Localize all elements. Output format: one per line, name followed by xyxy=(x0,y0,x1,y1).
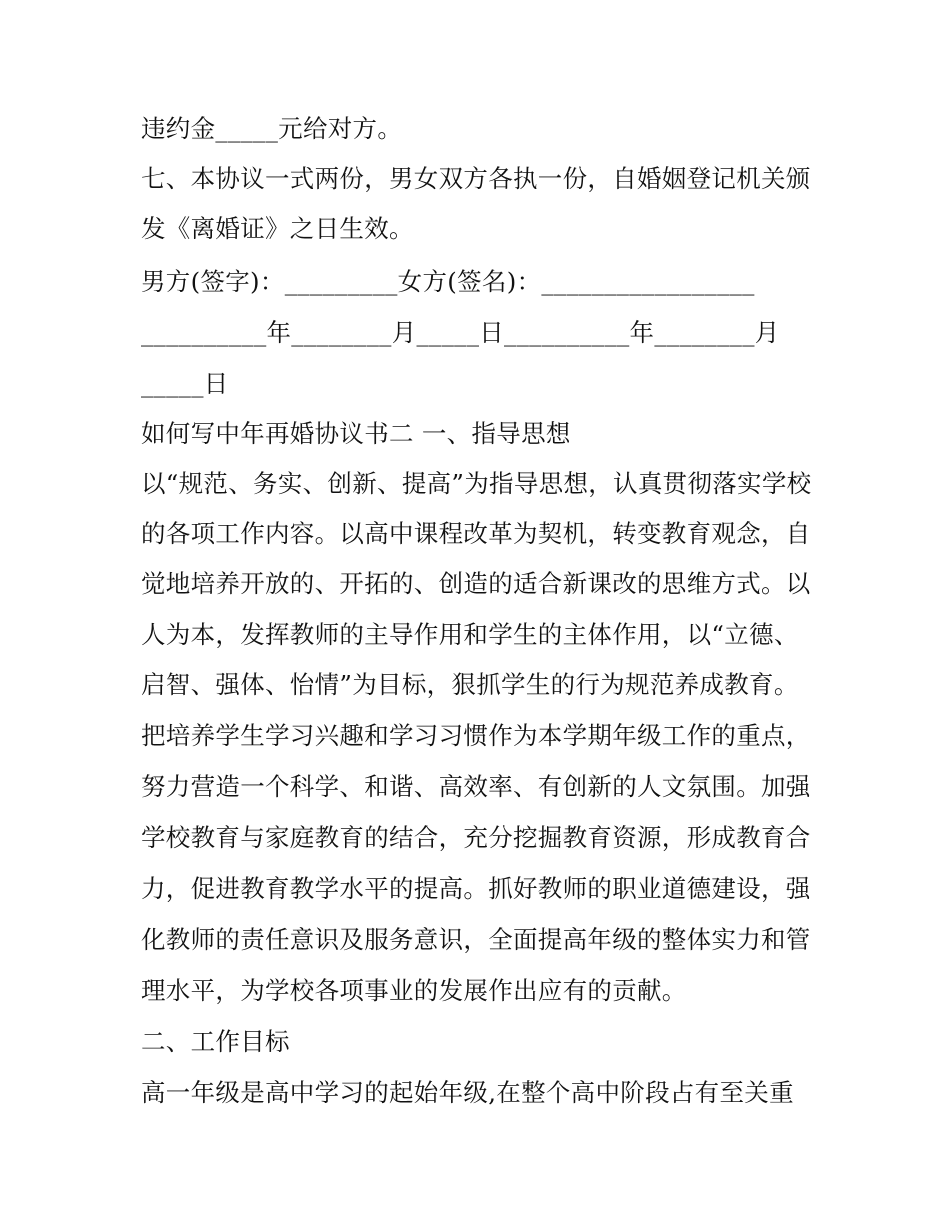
text-line: 理水平，为学校各项事业的发展作出应有的贡献。 xyxy=(141,976,687,1005)
text-line: 发《离婚证》之日生效。 xyxy=(141,214,414,243)
text-line: 把培养学生学习兴趣和学习习惯作为本学期年级工作的重点， xyxy=(141,721,811,750)
date-line: __________年________月_____日__________年________月 xyxy=(141,318,780,347)
text-line: 力，促进教育教学水平的提高。抓好教师的职业道德建设，强 xyxy=(141,874,811,903)
section-heading: 二、工作目标 xyxy=(141,1027,290,1056)
text-line: 学校教育与家庭教育的结合，充分挖掘教育资源，形成教育合 xyxy=(141,823,811,852)
signature-line: 男方(签字)：_________女方(签名)：_________________ xyxy=(141,267,755,296)
text-line: 高一年级是高中学习的起始年级,在整个高中阶段占有至关重 xyxy=(141,1078,794,1107)
text-line: 以“规范、务实、创新、提高”为指导思想，认真贯彻落实学校 xyxy=(141,469,812,498)
text-line: 启智、强体、怡情”为目标，狠抓学生的行为规范养成教育。 xyxy=(141,670,799,699)
text-line: 觉地培养开放的、开拓的、创造的适合新课改的思维方式。以 xyxy=(141,569,811,598)
text-line: 违约金_____元给对方。 xyxy=(141,114,403,143)
text-line: 人为本，发挥教师的主导作用和学生的主体作用，以“立德、 xyxy=(141,620,799,649)
section-heading: 如何写中年再婚协议书二 一、指导思想 xyxy=(141,419,571,448)
text-line: 化教师的责任意识及服务意识，全面提高年级的整体实力和管 xyxy=(141,925,811,954)
text-line: 七、本协议一式两份，男女双方各执一份，自婚姻登记机关颁 xyxy=(141,164,811,193)
text-line: 努力营造一个科学、和谐、高效率、有创新的人文氛围。加强 xyxy=(141,772,811,801)
text-line: 的各项工作内容。以高中课程改革为契机，转变教育观念，自 xyxy=(141,519,811,548)
date-line: _____日 xyxy=(141,369,229,398)
